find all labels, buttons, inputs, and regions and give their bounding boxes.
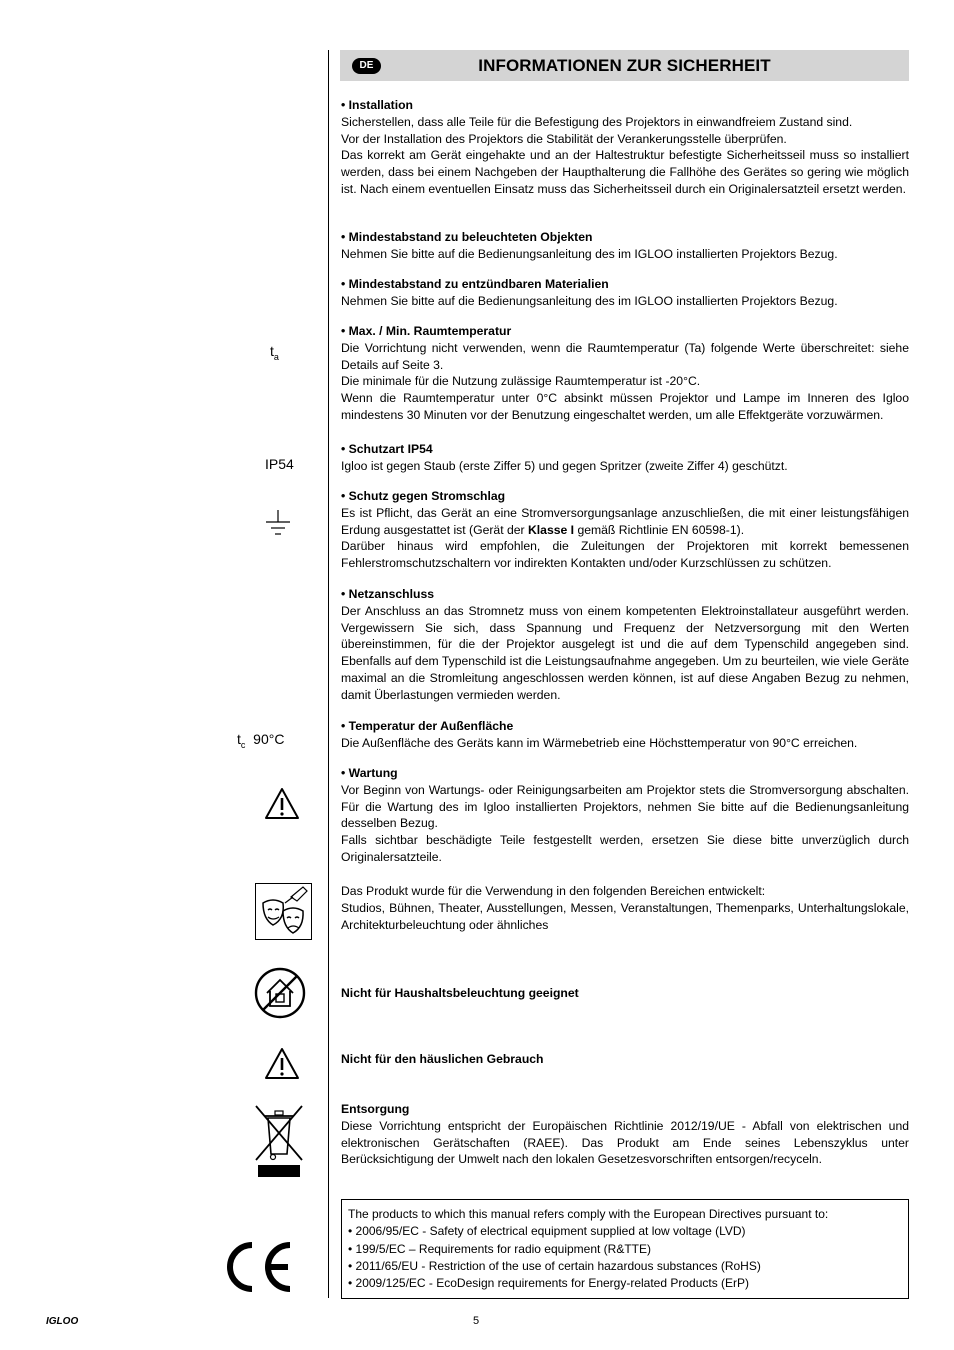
temp-title: • Max. / Min. Raumtemperatur [341, 324, 512, 338]
shock-line-1-pre: Es ist Pflicht, das Gerät an eine Stromversorgungsanlage anzuschließen, die mit einer leistungsfähigen Erdung ausgestattet ist (Gerät der [341, 505, 909, 537]
temp-line-1: Die Vorrichtung nicht verwenden, wenn die Raumtemperatur (Ta) folgende Werte überschreitet: siehe Details auf Seite 3. [341, 340, 909, 372]
tc-label-main: t [237, 731, 241, 747]
not-domestic-title: Nicht für den häuslichen Gebrauch [341, 1052, 544, 1066]
section-not-domestic [341, 1051, 909, 1068]
ip-label: IP54 [265, 456, 294, 472]
no-household-icon [254, 967, 306, 1019]
section-mains-connection [341, 586, 909, 704]
ce-intro: The products to which this manual refers comply with the European Directives pursuant to: [348, 1207, 829, 1221]
ce-directive-list [348, 1223, 908, 1292]
tc-label-value: 90°C [253, 731, 285, 747]
use-line-1: Das Produkt wurde für die Verwendung in den folgenden Bereichen entwickelt: [341, 884, 766, 898]
ce-directive-item: • 199/5/EC – Requirements for radio equipment (R&TTE) [348, 1241, 651, 1256]
installation-title: • Installation [341, 98, 413, 112]
maint-title: • Wartung [341, 766, 398, 780]
ce-directive-item: • 2011/65/EU - Restriction of the use of certain hazardous substances (RoHS) [348, 1258, 761, 1273]
min-lit-line-1: Nehmen Sie bitte auf die Bedienungsanleitung des im IGLOO installierten Projektors Bezug. [341, 246, 838, 261]
shock-title: • Schutz gegen Stromschlag [341, 489, 506, 503]
tc-label-sub: c [240, 739, 246, 750]
ip-title: • Schutzart IP54 [341, 442, 433, 456]
shock-line-1 [341, 505, 909, 539]
section-installation [341, 97, 909, 198]
ta-label-sub: a [273, 351, 279, 362]
section-maintenance [341, 765, 909, 866]
use-line-2: Studios, Bühnen, Theater, Ausstellungen, Messen, Veranstaltungen, Themenparks, Unterhaltungslokale, Architekturbeleuchtung oder ähnliches [341, 900, 909, 932]
ce-directive-item: • 2006/95/EC - Safety of electrical equipment supplied at low voltage (LVD) [348, 1224, 746, 1239]
section-surface-temperature [341, 718, 909, 752]
not-household-title: Nicht für Haushaltsbeleuchtung geeignet [341, 986, 579, 1000]
mains-line-1: Der Anschluss an das Stromnetz muss von einem kompetenten Elektroinstallateur ausgeführt werden. Vergewissern Sie sich, dass Spannung und Frequenz der Netzversorgung mit den Werten übereinstimmen, für die der Projektor ausgelegt ist und die auf dem Typenschild angegeben sind. Ebenfalls auf dem Typenschild ist die Leistungsaufnahme angegeben. Um zu beurteilen, wie viele Geräte maximal an die Stromleitung angeschlossen werden können, ist auf diese Angaben Bezug zu nehmen, damit Überlastungen vermieden werden. [341, 603, 909, 702]
footer-brand: IGLOO [46, 1316, 79, 1327]
section-not-household [341, 985, 909, 1002]
ta-label [270, 343, 279, 366]
min-lit-title: • Mindestabstand zu beleuchteten Objekten [341, 230, 593, 244]
ground-icon [264, 510, 292, 538]
shock-line-1-post: gemäß Richtlinie EN 60598-1). [574, 522, 745, 537]
installation-line-2: Vor der Installation des Projektors die Stabilität der Verankerungsstelle überprüfen. [341, 131, 787, 146]
temp-line-3: Wenn die Raumtemperatur unter 0°C absinkt müssen Projektor und Lampe im Inneren des Igloo mindestens 30 Minuten vor der Benutzung eingeschaltet werden, um alle Effektgeräte vorzuwärmen. [341, 391, 909, 422]
page-title: INFORMATIONEN ZUR SICHERHEIT [478, 56, 771, 75]
surface-title: • Temperatur der Außenfläche [341, 719, 514, 733]
mains-title: • Netzanschluss [341, 587, 434, 601]
warning-icon [264, 786, 300, 822]
ip-line-1: Igloo ist gegen Staub (erste Ziffer 5) und gegen Spritzer (zweite Ziffer 4) geschützt. [341, 458, 788, 473]
temp-line-2: Die minimale für die Nutzung zulässige Raumtemperatur ist -20°C. [341, 374, 701, 389]
surface-line-1: Die Außenfläche des Geräts kann im Wärmebetrieb eine Höchsttemperatur von 90°C erreichen. [341, 735, 858, 750]
shock-line-2: Darüber hinaus wird empfohlen, die Zuleitungen der Projektoren mit korrekt bemessenen Fehlerstromschutzschaltern vor indirekten Kontakten und/oder Kurzschlüssen zu schützen. [341, 539, 909, 571]
section-min-distance-flammable [341, 276, 909, 310]
ce-mark-icon [222, 1240, 294, 1294]
ce-compliance-box [341, 1199, 909, 1299]
page-number: 5 [473, 1315, 480, 1327]
min-flam-line-1: Nehmen Sie bitte auf die Bedienungsanleitung des im IGLOO installierten Projektors Bezug. [341, 293, 838, 308]
min-flam-title: • Mindestabstand zu entzündbaren Materialien [341, 277, 609, 291]
column-divider [328, 50, 329, 1298]
section-min-distance-lit [341, 229, 909, 263]
installation-line-1: Sicherstellen, dass alle Teile für die Befestigung des Projektors in einwandfreiem Zustand sind. [341, 114, 853, 129]
warning-icon-2 [264, 1046, 300, 1082]
section-intended-use [341, 883, 909, 933]
language-badge: DE [352, 58, 381, 74]
ce-directive-item: • 2009/125/EC - EcoDesign requirements for Energy-related Products (ErP) [348, 1276, 750, 1291]
section-disposal [341, 1101, 909, 1168]
installation-line-3: Das korrekt am Gerät eingehakte und an der Haltestruktur befestigte Sicherheitsseil muss so installiert werden, dass bei einem Nachgeben der Haupthalterung die Fallhöhe des Gerätes so gering wie möglich ist. Nach einem eventuellen Einsatz muss das Sicherheitsseil durch ein Originalersatzteil ersetzt werden. [341, 148, 909, 196]
section-room-temperature [341, 323, 909, 424]
ta-label-main: t [270, 343, 274, 359]
disposal-line-1: Diese Vorrichtung entspricht der Europäischen Richtlinie 2012/19/UE - Abfall von elektrischen und elektronischen Gerätschaften (RAEE). Das Produkt am Ende seines Lebenszyklus unter Berücksichtigung der Umwelt nach den lokalen Gesetzesvorschriften entsorgen/recyceln. [341, 1118, 909, 1167]
section-ip-rating [341, 441, 909, 475]
maint-line-2: Falls sichtbar beschädigte Teile festgestellt werden, ersetzen Sie diese bitte unverzüglich durch Originalersatzteile. [341, 833, 909, 864]
section-header [340, 50, 909, 81]
maint-line-1: Vor Beginn von Wartungs- oder Reinigungsarbeiten am Projektor stets die Stromversorgung abschalten. Für die Wartung des im Igloo installierten Projektors, nehmen Sie bitte auf die Bedienungsanleitung desselben Bezug. [341, 782, 909, 831]
weee-bin-icon [254, 1104, 304, 1180]
theater-masks-icon [255, 883, 312, 940]
disposal-title: Entsorgung [341, 1102, 410, 1116]
shock-class-label: Klasse I [527, 522, 575, 537]
tc-label [237, 731, 284, 754]
section-electric-shock [341, 488, 909, 572]
